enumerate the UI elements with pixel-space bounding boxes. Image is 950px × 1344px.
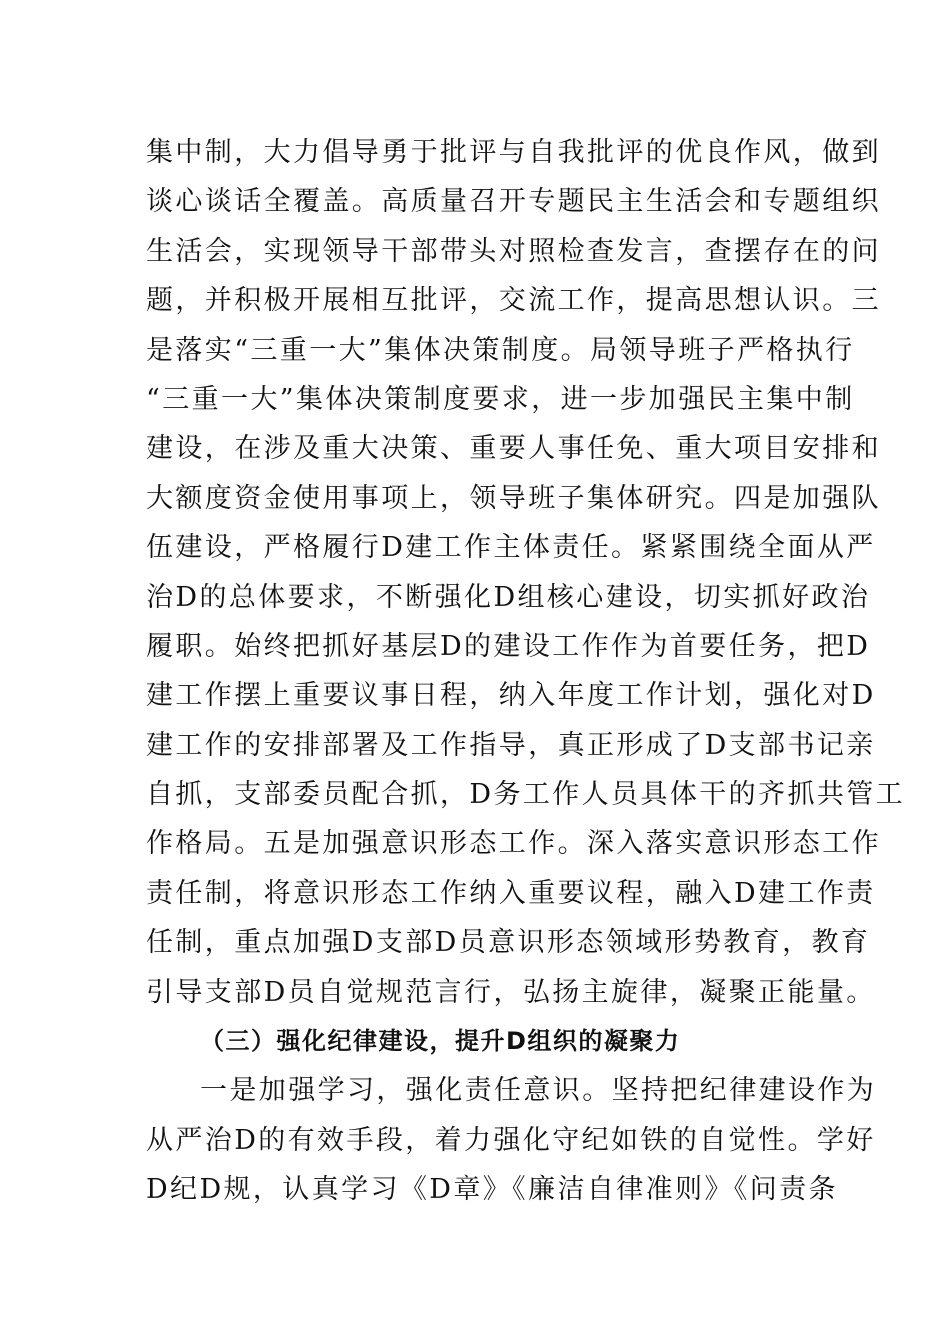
paragraph-line: 建设，在涉及重大决策、重要人事任免、重大项目安排和 (146, 433, 881, 465)
paragraph-line: 作格局。五是加强意识形态工作。深入落实意识形态工作 (146, 828, 881, 860)
paragraph-line: 责任制，将意识形态工作纳入重要议程，融入D建工作责 (146, 877, 876, 909)
paragraph-line: 履职。始终把抓好基层D的建设工作作为首要任务，把D (146, 630, 871, 662)
paragraph-line: “三重一大”集体决策制度要求，进一步加强民主集中制 (146, 383, 855, 415)
paragraph-line: 谈心谈话全覆盖。高质量召开专题民主生活会和专题组织 (146, 186, 881, 218)
paragraph-line: 生活会，实现领导干部带头对照检查发言，查摆存在的问 (146, 235, 881, 267)
paragraph-line: 集中制，大力倡导勇于批评与自我批评的优良作风，做到 (146, 137, 881, 168)
body-text (146, 128, 906, 1215)
section-heading: （三）强化纪律建设，提升D组织的凝聚力 (200, 1027, 681, 1056)
paragraph-line: 建工作摆上重要议事日程，纳入年度工作计划，强化对D (146, 680, 876, 712)
paragraph-line: D纪D规，认真学习《D章》《廉洁自律准则》《问责条 (146, 1174, 838, 1206)
paragraph-line: 治D的总体要求，不断强化D组核心建设，切实抓好政治 (146, 581, 871, 613)
paragraph-line: 建工作的安排部署及工作指导，真正形成了D支部书记亲 (146, 729, 876, 761)
paragraph-line: 伍建设，严格履行D建工作主体责任。紧紧围绕全面从严 (146, 532, 876, 564)
paragraph-line: 自抓，支部委员配合抓，D务工作人员具体干的齐抓共管工 (146, 779, 906, 811)
paragraph-line: 一是加强学习，强化责任意识。坚持把纪律建设作为 (200, 1075, 877, 1107)
paragraph-line: 引导支部D员自觉规范言行，弘扬主旋律，凝聚正能量。 (146, 976, 876, 1008)
paragraph-line: 任制，重点加强D支部D员意识形态领域形势教育，教育 (146, 927, 871, 959)
paragraph-line: 从严治D的有效手段，着力强化守纪如铁的自觉性。学好 (146, 1124, 876, 1156)
paragraph-line: 大额度资金使用事项上，领导班子集体研究。四是加强队 (146, 482, 881, 514)
paragraph-line: 是落实“三重一大”集体决策制度。局领导班子严格执行 (146, 334, 855, 366)
paragraph-line: 题，并积极开展相互批评，交流工作，提高思想认识。三 (146, 285, 881, 317)
